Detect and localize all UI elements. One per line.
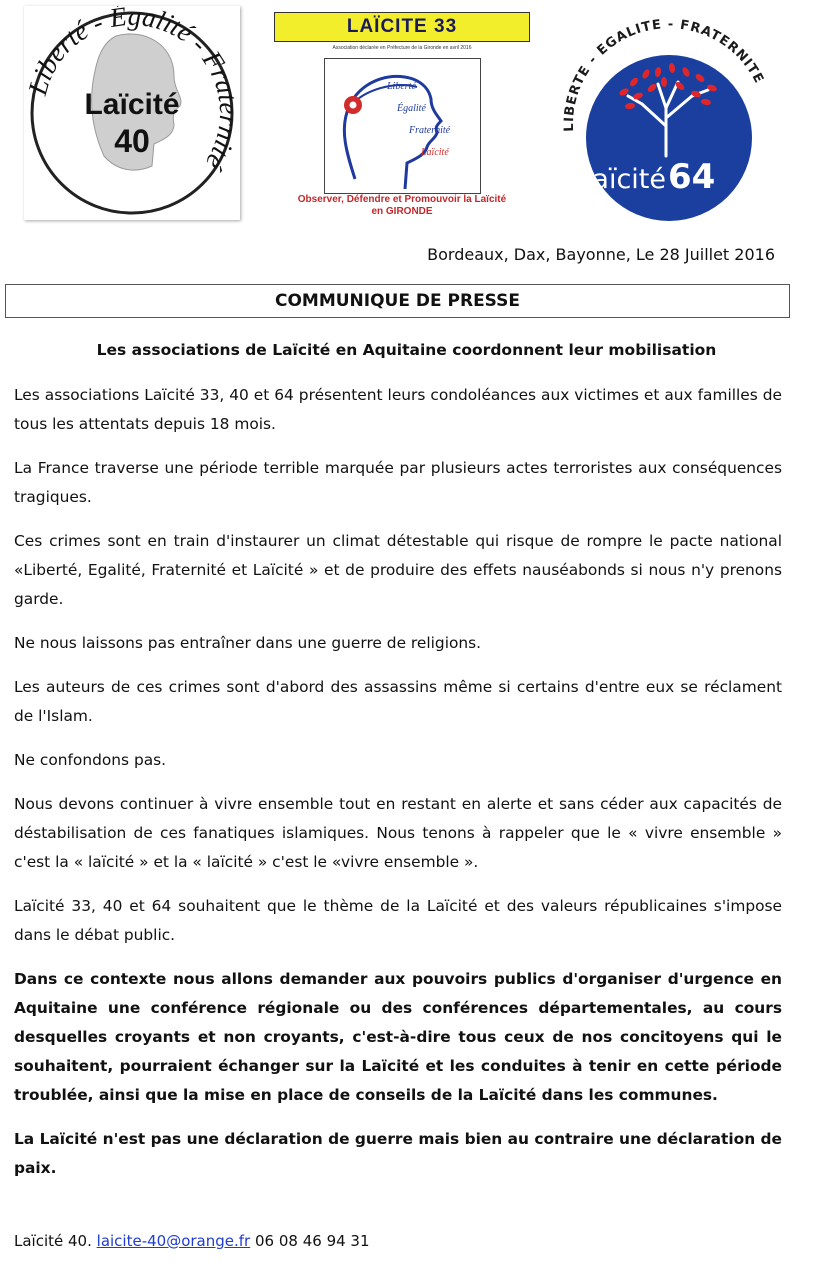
paragraph-9: Dans ce contexte nous allons demander aux pouvoirs publics d'organiser d'urgence en Aquitaine une conférence régionale ou des conférences départementales, au cours desquelles croyants et non croyants, c'est-à-dire tous ceux de nos concitoyens qui le souhaitent, pourraient échanger sur la Laïcité et les conduites à tenir en cette période troublée, ainsi que la mise en place de conseils de la Laïcité dans les communes. bbox=[14, 970, 782, 1104]
laicite-40-emblem bbox=[24, 6, 240, 220]
footer-contact bbox=[14, 1232, 370, 1250]
laicite-33-word-2: Égalité bbox=[397, 103, 426, 114]
laicite-33-word-1: Liberté bbox=[387, 81, 416, 92]
laicite-33-motto bbox=[274, 194, 530, 218]
logo-laicite-33 bbox=[274, 12, 530, 224]
laicite-40-name: Laïcité bbox=[84, 88, 180, 121]
paragraph-4: Ne nous laissons pas entraîner dans une guerre de religions. bbox=[14, 634, 482, 652]
paragraph-2: La France traverse une période terrible marquée par plusieurs actes terroristes aux conséquences tragiques. bbox=[14, 459, 782, 506]
document-date: Bordeaux, Dax, Bayonne, Le 28 Juillet 2016 bbox=[427, 245, 775, 264]
footer-email-link[interactable]: laicite-40@orange.fr bbox=[96, 1232, 251, 1250]
press-release-body bbox=[14, 381, 782, 1198]
logo-laicite-40 bbox=[24, 6, 240, 220]
paragraph-10: La Laïcité n'est pas une déclaration de guerre mais bien au contraire une déclaration de paix. bbox=[14, 1130, 782, 1177]
paragraph-6: Ne confondons pas. bbox=[14, 751, 167, 769]
paragraph-5: Les auteurs de ces crimes sont d'abord des assassins même si certains d'entre eux se réclament de l'Islam. bbox=[14, 678, 782, 725]
laicite-64-number: 64 bbox=[668, 157, 716, 197]
paragraph-1: Les associations Laïcité 33, 40 et 64 présentent leurs condoléances aux victimes et aux familles de tous les attentats depuis 18 mois. bbox=[14, 386, 782, 433]
laicite-64-ring-text: LIBERTE - EGALITE - FRATERNITE bbox=[561, 17, 767, 132]
paragraph-7: Nous devons continuer à vivre ensemble tout en restant en alerte et sans céder aux capacités de déstabilisation de ces fanatiques islamiques. Nous tenons à rappeler que le « vivre ensemble » c'est la « laïcité » et la « laïcité » c'est le «vivre ensemble ». bbox=[14, 795, 782, 871]
paragraph-3: Ces crimes sont en train d'instaurer un climat détestable qui risque de rompre le pacte national «Liberté, Egalité, Fraternité et Laïcité » et de produire des effets nauséabonds si nous n'y prenons garde. bbox=[14, 532, 782, 608]
press-release-subtitle: Les associations de Laïcité en Aquitaine coordonnent leur mobilisation bbox=[96, 341, 717, 359]
laicite-64-emblem bbox=[554, 8, 784, 230]
laicite-33-banner: LAÏCITE 33 bbox=[274, 12, 530, 42]
footer-org: Laïcité 40. bbox=[14, 1232, 92, 1250]
paragraph-8: Laïcité 33, 40 et 64 souhaitent que le thème de la Laïcité et des valeurs républicaines s'impose dans le débat public. bbox=[14, 897, 782, 944]
laicite-40-ring-text: Liberté - Égalité - Fra nité bbox=[24, 6, 240, 175]
laicite-33-subtitle: Association déclarée en Préfecture de la Gironde en avril 2016 bbox=[332, 45, 472, 51]
laicite-33-word-3: Fraternité bbox=[409, 125, 451, 136]
laicite-33-motto-line1: Observer, Défendre et Promouvoir la Laïcité bbox=[297, 194, 507, 205]
laicite-33-marianne-illustration bbox=[324, 58, 481, 194]
laicite-33-motto-line2: en GIRONDE bbox=[371, 206, 433, 217]
laicite-64-name: laïcité bbox=[584, 164, 666, 195]
laicite-33-word-4: Laïcité bbox=[421, 147, 449, 158]
logo-laicite-64 bbox=[554, 8, 784, 230]
press-release-title: COMMUNIQUE DE PRESSE bbox=[5, 284, 790, 318]
footer-phone: 06 08 46 94 31 bbox=[255, 1232, 370, 1250]
laicite-40-number: 40 bbox=[114, 123, 150, 159]
